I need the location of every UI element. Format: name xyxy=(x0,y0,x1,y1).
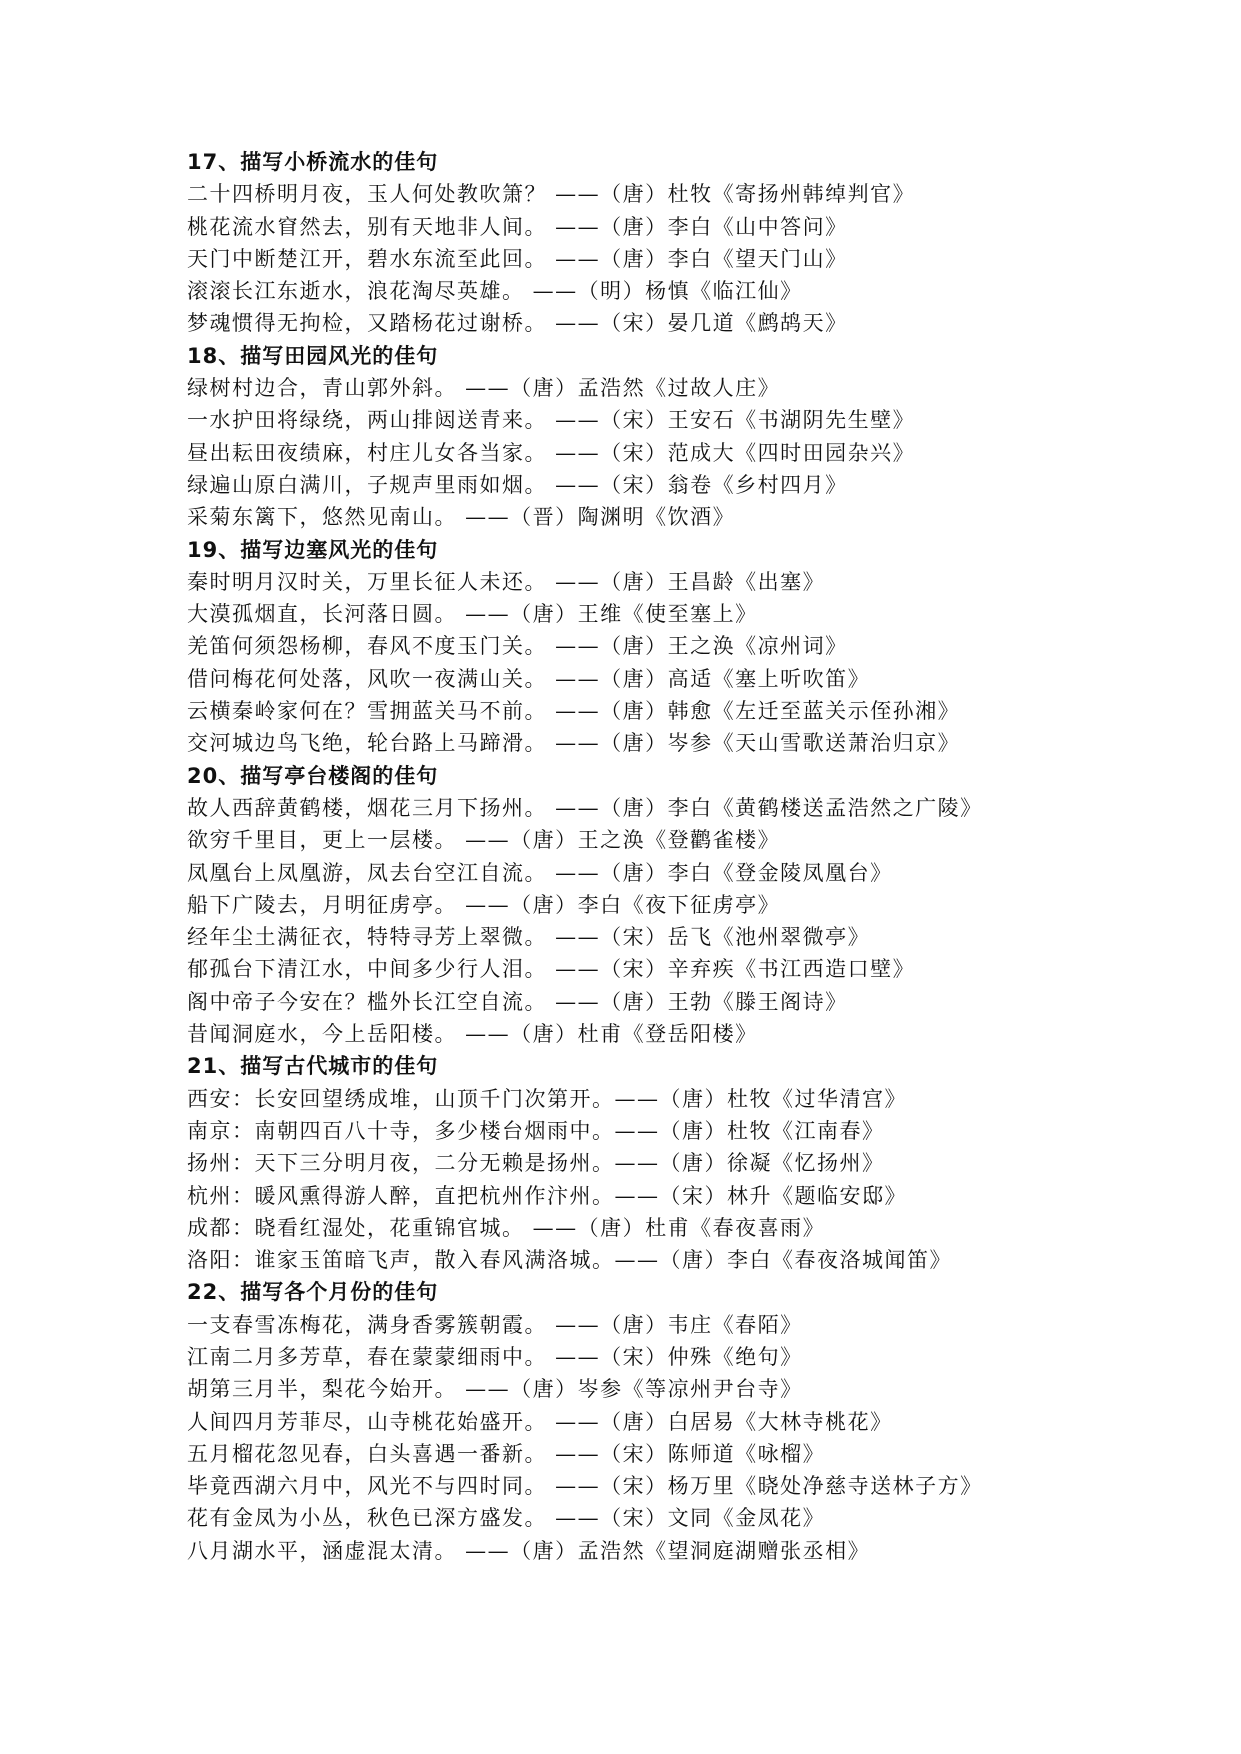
poem-line: 胡第三月半，梨花今始开。 ——（唐）岑参《等凉州尹台寺》 xyxy=(187,1377,803,1402)
poem-line: 江南二月多芳草，春在蒙蒙细雨中。 ——（宋）仲殊《绝句》 xyxy=(187,1344,803,1369)
poem-line: 郁孤台下清江水，中间多少行人泪。 ——（宋）辛弃疾《书江西造口壁》 xyxy=(187,957,916,982)
poem-line: 羌笛何须怨杨柳，春风不度玉门关。 ——（唐）王之涣《凉州词》 xyxy=(187,634,848,659)
poem-line: 凤凰台上凤凰游，凤去台空江自流。 ——（唐）李白《登金陵凤凰台》 xyxy=(187,860,893,885)
poem-line: 成都：晓看红湿处，花重锦官城。 ——（唐）杜甫《春夜喜雨》 xyxy=(187,1215,826,1240)
poem-line: 花有金凤为小丛，秋色已深方盛发。 ——（宋）文同《金凤花》 xyxy=(187,1506,826,1531)
section-title: 19、描写边塞风光的佳句 xyxy=(187,537,439,562)
section-title: 22、描写各个月份的佳句 xyxy=(187,1280,439,1305)
poem-line: 南京：南朝四百八十寺，多少楼台烟雨中。——（唐）杜牧《江南春》 xyxy=(187,1118,885,1143)
poem-line: 云横秦岭家何在？雪拥蓝关马不前。 ——（唐）韩愈《左迁至蓝关示侄孙湘》 xyxy=(187,699,961,724)
poem-line: 杭州：暖风熏得游人醉，直把杭州作汴州。——（宋）林升《题临安邸》 xyxy=(187,1183,907,1208)
poem-line: 滚滚长江东逝水，浪花淘尽英雄。 ——（明）杨慎《临江仙》 xyxy=(187,279,803,304)
section-title: 18、描写田园风光的佳句 xyxy=(187,343,439,368)
poem-line: 大漠孤烟直，长河落日圆。 ——（唐）王维《使至塞上》 xyxy=(187,602,758,627)
poem-line: 船下广陵去，月明征虏亭。 ——（唐）李白《夜下征虏亭》 xyxy=(187,892,781,917)
poem-line: 采菊东篱下，悠然见南山。 ——（晋）陶渊明《饮酒》 xyxy=(187,505,736,530)
section-17 xyxy=(187,146,1187,340)
poem-line: 人间四月芳菲尽，山寺桃花始盛开。 ——（唐）白居易《大林寺桃花》 xyxy=(187,1409,893,1434)
poem-line: 梦魂惯得无拘检，又踏杨花过谢桥。 ——（宋）晏几道《鹧鸪天》 xyxy=(187,311,848,336)
poem-line: 交河城边鸟飞绝，轮台路上马蹄滑。 ——（唐）岑参《天山雪歌送萧治归京》 xyxy=(187,731,961,756)
poem-line: 绿遍山原白满川，子规声里雨如烟。 ——（宋）翁卷《乡村四月》 xyxy=(187,472,848,497)
poem-line: 故人西辞黄鹤楼，烟花三月下扬州。 ——（唐）李白《黄鹤楼送孟浩然之广陵》 xyxy=(187,795,983,820)
poem-line: 欲穷千里目，更上一层楼。 ——（唐）王之涣《登鹳雀楼》 xyxy=(187,828,781,853)
poem-line: 一水护田将绿绕，两山排闼送青来。 ——（宋）王安石《书湖阴先生壁》 xyxy=(187,408,916,433)
section-21 xyxy=(187,1050,1187,1276)
poem-line: 昔闻洞庭水，今上岳阳楼。 ——（唐）杜甫《登岳阳楼》 xyxy=(187,1022,758,1047)
poem-line: 一支春雪冻梅花，满身香雾簇朝霞。 ——（唐）韦庄《春陌》 xyxy=(187,1312,803,1337)
document-page xyxy=(187,146,1187,1567)
section-title: 21、描写古代城市的佳句 xyxy=(187,1054,439,1079)
poem-line: 天门中断楚江开，碧水东流至此回。 ——（唐）李白《望天门山》 xyxy=(187,246,848,271)
section-22 xyxy=(187,1276,1187,1567)
poem-line: 洛阳：谁家玉笛暗飞声，散入春风满洛城。——（唐）李白《春夜洛城闻笛》 xyxy=(187,1248,952,1273)
section-title: 17、描写小桥流水的佳句 xyxy=(187,150,439,174)
poem-line: 阁中帝子今安在？槛外长江空自流。 ——（唐）王勃《滕王阁诗》 xyxy=(187,989,848,1014)
poem-line: 经年尘土满征衣，特特寻芳上翠微。 ——（宋）岳飞《池州翠微亭》 xyxy=(187,925,871,950)
poem-line: 五月榴花忽见春，白头喜遇一番新。 ——（宋）陈师道《咏榴》 xyxy=(187,1441,826,1466)
section-18 xyxy=(187,340,1187,534)
poem-line: 二十四桥明月夜，玉人何处教吹箫？ ——（唐）杜牧《寄扬州韩绰判官》 xyxy=(187,182,916,207)
section-19 xyxy=(187,534,1187,760)
poem-line: 扬州：天下三分明月夜，二分无赖是扬州。——（唐）徐凝《忆扬州》 xyxy=(187,1151,885,1176)
poem-line: 西安：长安回望绣成堆，山顶千门次第开。——（唐）杜牧《过华清宫》 xyxy=(187,1086,907,1111)
poem-line: 昼出耘田夜绩麻，村庄儿女各当家。 ——（宋）范成大《四时田园杂兴》 xyxy=(187,440,916,465)
section-title: 20、描写亭台楼阁的佳句 xyxy=(187,763,439,788)
poem-line: 借问梅花何处落，风吹一夜满山关。 ——（唐）高适《塞上听吹笛》 xyxy=(187,666,871,691)
poem-line: 绿树村边合，青山郭外斜。 ——（唐）孟浩然《过故人庄》 xyxy=(187,376,781,401)
poem-line: 秦时明月汉时关，万里长征人未还。 ——（唐）王昌龄《出塞》 xyxy=(187,569,826,594)
poem-line: 桃花流水窅然去，别有天地非人间。 ——（唐）李白《山中答问》 xyxy=(187,214,848,239)
poem-line: 八月湖水平，涵虚混太清。 ——（唐）孟浩然《望洞庭湖赠张丞相》 xyxy=(187,1538,871,1563)
section-20 xyxy=(187,760,1187,1051)
poem-line: 毕竟西湖六月中，风光不与四时同。 ——（宋）杨万里《晓处净慈寺送林子方》 xyxy=(187,1474,983,1499)
